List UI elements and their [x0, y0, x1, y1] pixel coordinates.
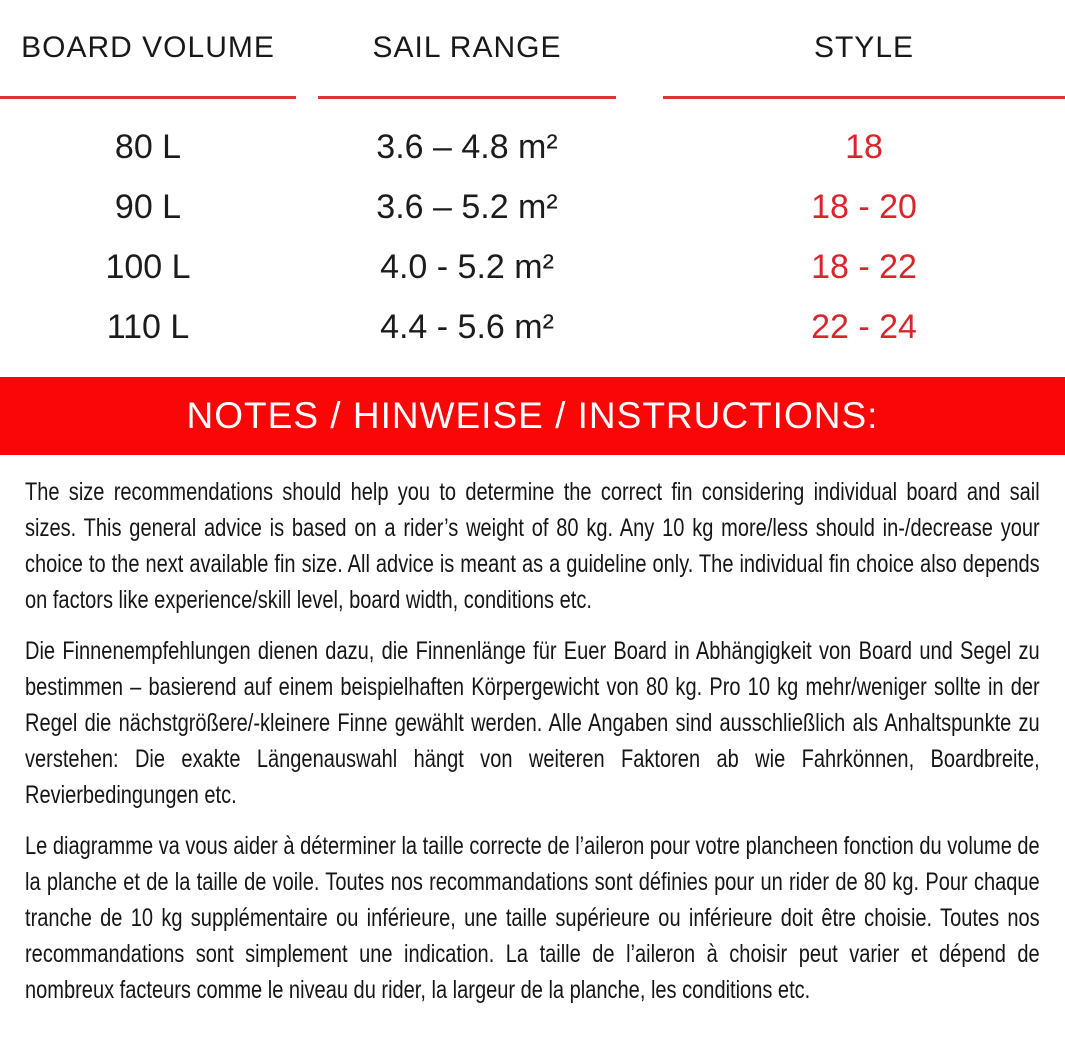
spacer — [296, 237, 318, 297]
cell-board-volume: 90 L — [114, 187, 182, 226]
cell-sail-range: 3.6 – 4.8 m² — [376, 127, 558, 166]
spacer — [616, 0, 663, 96]
cell-board-volume: 80 L — [114, 127, 182, 166]
notes-paragraph-french: Le diagramme va vous aider à déterminer la taille correcte de l’aileron pour votre plancheen fonction du volume de la planche et de la taille de voile. Toutes nos recommandations sont définies pour un rider de 80 kg. Pour chaque tranche de 10 kg supplémentaire ou inférieure, une taille supérieure ou inférieure doit être choisie. Toutes nos recommandations sont simplement une indication. La taille de l’aileron à choisir peut varier et dépend de nombreux facteurs comme le niveau du rider, la largeur de la planche, les conditions etc. — [25, 832, 1040, 1004]
col-header-style: STYLE — [813, 31, 915, 64]
spacer — [0, 99, 1065, 117]
notes-section — [0, 455, 1065, 1008]
notes-banner — [0, 377, 1065, 455]
cell-style: 18 — [845, 127, 883, 166]
cell-style: 18 - 22 — [811, 247, 917, 286]
spacer — [296, 117, 318, 177]
spacer — [296, 297, 318, 357]
col-header-board-volume: BOARD VOLUME — [21, 31, 275, 64]
spacer — [296, 0, 318, 96]
spacer — [616, 297, 663, 357]
notes-banner-title: NOTES / HINWEISE / INSTRUCTIONS: — [186, 395, 879, 436]
notes-paragraph-english: The size recommendations should help you to determine the correct fin considering individual board and sail sizes. This general advice is based on a rider’s weight of 80 kg. Any 10 kg more/less should in-/decrease your choice to the next available fin size. All advice is meant as a guideline only. The individual fin choice also depends on factors like experience/skill level, board width, conditions etc. — [25, 478, 1040, 614]
cell-style: 18 - 20 — [811, 187, 917, 226]
spacer — [616, 237, 663, 297]
cell-board-volume: 110 L — [106, 307, 190, 346]
col-header-sail-range: SAIL RANGE — [372, 31, 562, 64]
cell-sail-range: 3.6 – 5.2 m² — [376, 187, 558, 226]
cell-sail-range: 4.4 - 5.6 m² — [380, 307, 554, 346]
notes-paragraph-german: Die Finnenempfehlungen dienen dazu, die Finnenlänge für Euer Board in Abhängigkeit von Board und Segel zu bestimmen – basierend auf einem beispielhaften Körpergewicht von 80 kg. Pro 10 kg mehr/weniger sollte in der Regel die nächstgrößere/-kleinere Finne gewählt werden. Alle Angaben sind ausschließlich als Anhaltspunkte zu verstehen: Die exakte Längenauswahl hängt von weiteren Faktoren ab wie Fahrkönnen, Boardbreite, Revierbedingungen etc. — [25, 637, 1040, 809]
spacer — [616, 117, 663, 177]
spacer — [616, 177, 663, 237]
spacer — [296, 177, 318, 237]
cell-style: 22 - 24 — [811, 307, 917, 346]
cell-board-volume: 100 L — [105, 247, 191, 286]
cell-sail-range: 4.0 - 5.2 m² — [380, 247, 554, 286]
size-table — [0, 0, 1065, 357]
